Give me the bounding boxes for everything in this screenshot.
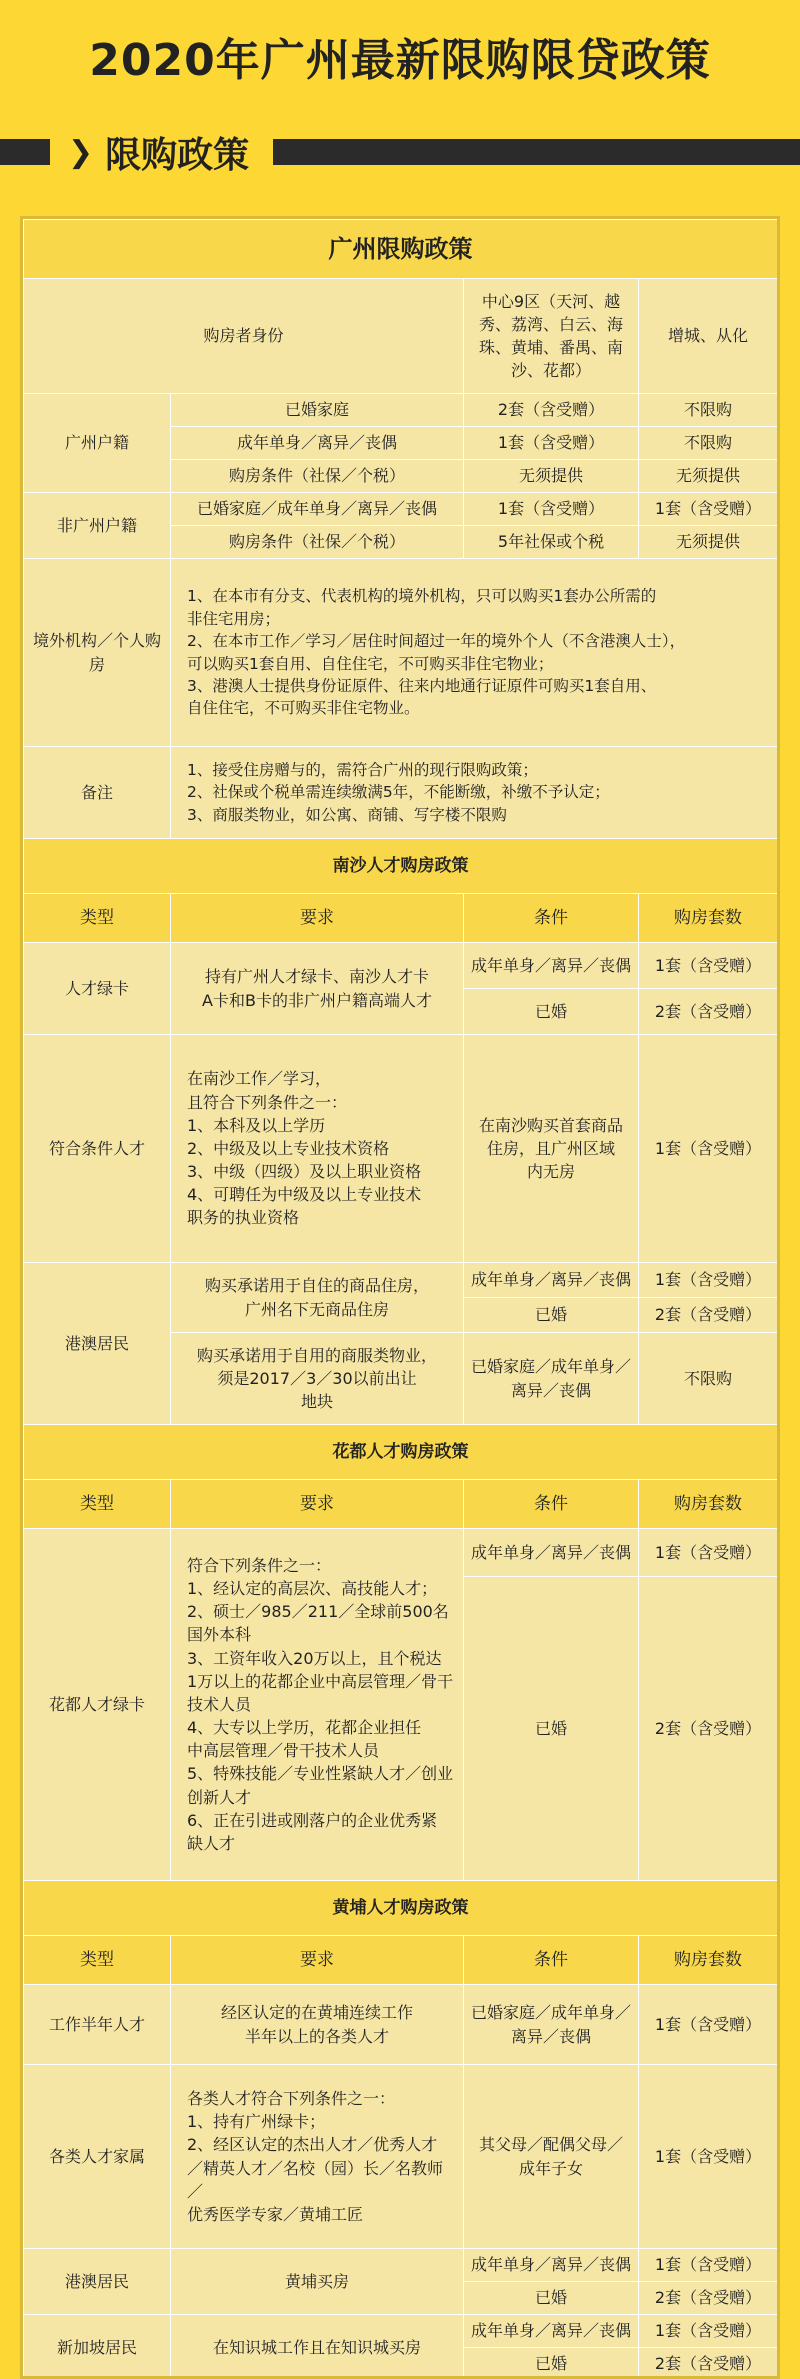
overseas-text — [171, 559, 778, 747]
table-cell: 2套（含受赠） — [639, 2282, 778, 2315]
header-req: 要求 — [171, 1480, 464, 1529]
table-cell: 不限购 — [639, 1333, 778, 1425]
table-cell: 1套（含受赠） — [639, 1529, 778, 1577]
table-cell: 无须提供 — [464, 460, 639, 493]
text-line: A卡和B卡的非广州户籍高端人才 — [202, 990, 432, 1010]
huangpu-sg: 新加坡居民 — [24, 2315, 171, 2379]
huangpu-family: 各类人才家属 — [24, 2065, 171, 2249]
text-line: 1、经认定的高层次、高技能人才； — [187, 1578, 438, 1598]
policy-table-panel — [20, 216, 780, 2379]
table-cell: 黄埔买房 — [171, 2249, 464, 2315]
table-cell: 购房条件（社保／个税） — [171, 460, 464, 493]
chevron-right-icon: ❯ — [68, 134, 94, 170]
huangpu-family-req — [171, 2065, 464, 2249]
nansha-qual-cond — [464, 1035, 639, 1263]
table-cell: 2套（含受赠） — [464, 394, 639, 427]
nansha-hkmo: 港澳居民 — [24, 1263, 171, 1425]
nansha-qual-req — [171, 1035, 464, 1263]
table-cell: 1套（含受赠） — [639, 2065, 778, 2249]
text-line: 2、经区认定的杰出人才／优秀人才 — [187, 2135, 438, 2155]
policy-table — [23, 219, 778, 2379]
header-cond: 条件 — [464, 1480, 639, 1529]
text-line: 创新人才 — [187, 1787, 252, 1807]
huangpu-half-year: 工作半年人才 — [24, 1985, 171, 2065]
huadu-req — [171, 1529, 464, 1881]
text-line: 各类人才符合下列条件之一： — [187, 2088, 396, 2108]
table-cell: 1套（含受赠） — [639, 1985, 778, 2065]
text-line: 离异／丧偶 — [510, 1380, 591, 1400]
table-cell: 1套（含受赠） — [639, 2315, 778, 2348]
text-line: 6、正在引进或刚落户的企业优秀紧 — [187, 1810, 438, 1830]
table-cell: 成年单身／离异／丧偶 — [464, 1263, 639, 1298]
text-line: ／精英人才／名校（园）长／名教师／ — [187, 2158, 444, 2201]
text-line: 4、可聘任为中级及以上专业技术 — [187, 1185, 422, 1205]
table-cell: 购房条件（社保／个税） — [171, 526, 464, 559]
table-cell: 1套（含受赠） — [639, 1035, 778, 1263]
nansha-hk-c3 — [464, 1333, 639, 1425]
header-req: 要求 — [171, 894, 464, 943]
text-line: 广州名下无商品住房 — [244, 1299, 389, 1319]
text-line: 内无房 — [526, 1162, 575, 1182]
text-line: 1万以上的花都企业中高层管理／骨干 — [187, 1671, 454, 1691]
nansha-hk-req1 — [171, 1263, 464, 1333]
text-line: 2、社保或个税单需连续缴满5年，不能断缴，补缴不予认定； — [187, 783, 610, 802]
nansha-green-req — [171, 943, 464, 1035]
header-count: 购房套数 — [639, 1480, 778, 1529]
text-line: 1、在本市有分支、代表机构的境外机构，只可以购买1套办公所需的 — [187, 587, 657, 606]
text-line: 购买承诺用于自用的商服类物业， — [196, 1345, 437, 1365]
text-line: 5、特殊技能／专业性紧缺人才／创业 — [187, 1764, 454, 1784]
text-line: 已婚家庭／成年单身／ — [470, 2003, 631, 2023]
table-cell: 成年单身／离异／丧偶 — [464, 943, 639, 989]
header-req: 要求 — [171, 1936, 464, 1985]
table-cell: 成年单身／离异／丧偶 — [464, 2315, 639, 2348]
table-cell: 已婚 — [464, 989, 639, 1035]
non-gz-label: 非广州户籍 — [24, 493, 171, 559]
text-line: 住房，且广州区域 — [486, 1138, 615, 1158]
table-cell: 成年单身／离异／丧偶 — [464, 2249, 639, 2282]
text-line: 3、商服类物业，如公寓、商铺、写字楼不限购 — [187, 805, 507, 824]
table-cell: 2套（含受赠） — [639, 1577, 778, 1881]
text-line: 缺人才 — [187, 1834, 236, 1854]
table-cell: 成年单身／离异／丧偶 — [464, 1529, 639, 1577]
text-line: 成年子女 — [518, 2158, 583, 2178]
notes-label: 备注 — [24, 747, 171, 839]
text-line: 国外本科 — [187, 1625, 252, 1645]
header-count: 购房套数 — [639, 894, 778, 943]
text-line: 非住宅用房； — [187, 609, 281, 628]
text-line: 4、大专以上学历，花都企业担任 — [187, 1718, 422, 1738]
header-type: 类型 — [24, 894, 171, 943]
table-cell: 已婚 — [464, 1298, 639, 1333]
table-cell: 2套（含受赠） — [639, 989, 778, 1035]
table-cell: 1套（含受赠） — [639, 943, 778, 989]
huangpu-title: 黄埔人才购房政策 — [24, 1881, 778, 1936]
col-center: 中心9区（天河、越秀、荔湾、白云、海珠、黄埔、番禺、南沙、花都） — [464, 279, 639, 394]
table-cell: 已婚家庭／成年单身／离异／丧偶 — [171, 493, 464, 526]
table-cell: 已婚 — [464, 2282, 639, 2315]
table-cell: 1套（含受赠） — [464, 427, 639, 460]
nansha-green-card: 人才绿卡 — [24, 943, 171, 1035]
huangpu-half-req — [171, 1985, 464, 2065]
overseas-label: 境外机构／个人购房 — [24, 559, 171, 747]
text-line: 3、工资年收入20万以上，且个税达 — [187, 1648, 442, 1668]
text-line: 3、港澳人士提供身份证原件、往来内地通行证原件可购买1套自用、 — [187, 676, 657, 695]
table-cell: 已婚 — [464, 2348, 639, 2379]
text-line: 购买承诺用于自住的商品住房， — [204, 1276, 429, 1296]
text-line: 半年以上的各类人才 — [244, 2026, 389, 2046]
page-title: 2020年广州最新限购限贷政策 — [89, 35, 711, 86]
text-line: 且符合下列条件之一： — [187, 1092, 348, 1112]
text-line: 1、本科及以上学历 — [187, 1115, 326, 1135]
text-line: 技术人员 — [187, 1694, 252, 1714]
table1-title: 广州限购政策 — [24, 220, 778, 279]
text-line: 在南沙购买首套商品 — [478, 1115, 623, 1135]
text-line: 职务的执业资格 — [187, 1208, 300, 1228]
text-line: 1、接受住房赠与的，需符合广州的现行限购政策； — [187, 760, 538, 779]
huadu-title: 花都人才购房政策 — [24, 1425, 778, 1480]
header-type: 类型 — [24, 1480, 171, 1529]
text-line: 符合下列条件之一： — [187, 1555, 332, 1575]
text-line: 在南沙工作／学习， — [187, 1069, 332, 1089]
table-cell: 2套（含受赠） — [639, 1298, 778, 1333]
text-line: 中高层管理／骨干技术人员 — [187, 1741, 380, 1761]
table-cell: 1套（含受赠） — [639, 2249, 778, 2282]
section-heading-bar — [0, 128, 800, 176]
gz-hukou-label: 广州户籍 — [24, 394, 171, 493]
table-cell: 成年单身／离异／丧偶 — [171, 427, 464, 460]
table-cell: 已婚家庭 — [171, 394, 464, 427]
nansha-qualified: 符合条件人才 — [24, 1035, 171, 1263]
header-type: 类型 — [24, 1936, 171, 1985]
text-line: 3、中级（四级）及以上职业资格 — [187, 1162, 422, 1182]
table-cell: 已婚 — [464, 1577, 639, 1881]
text-line: 可以购买1套自用、自住住宅，不可购买非住宅物业； — [187, 654, 554, 673]
huangpu-half-cond — [464, 1985, 639, 2065]
notes-text — [171, 747, 778, 839]
text-line: 地块 — [300, 1392, 333, 1412]
col-outer: 增城、从化 — [639, 279, 778, 394]
huangpu-family-cond — [464, 2065, 639, 2249]
table-cell: 在知识城工作且在知识城买房 — [171, 2315, 464, 2379]
header-cond: 条件 — [464, 894, 639, 943]
header-cond: 条件 — [464, 1936, 639, 1985]
text-line: 持有广州人才绿卡、南沙人才卡 — [204, 967, 429, 987]
text-line: 其父母／配偶父母／ — [478, 2135, 623, 2155]
text-line: 离异／丧偶 — [510, 2026, 591, 2046]
text-line: 优秀医学专家／黄埔工匠 — [187, 2204, 364, 2224]
text-line: 须是2017／3／30以前出让 — [217, 1368, 417, 1388]
header-count: 购房套数 — [639, 1936, 778, 1985]
text-line: 已婚家庭／成年单身／ — [470, 1357, 631, 1377]
col-identity: 购房者身份 — [24, 279, 464, 394]
huangpu-hkmo: 港澳居民 — [24, 2249, 171, 2315]
text-line: 自住住宅，不可购买非住宅物业。 — [187, 699, 420, 718]
table-cell: 5年社保或个税 — [464, 526, 639, 559]
table-cell: 不限购 — [639, 394, 778, 427]
text-line: 2、硕士／985／211／全球前500名 — [187, 1602, 449, 1622]
text-line: 1、持有广州绿卡； — [187, 2112, 326, 2132]
section-heading-text: 限购政策 — [105, 134, 250, 176]
table-cell: 1套（含受赠） — [639, 1263, 778, 1298]
nansha-title: 南沙人才购房政策 — [24, 839, 778, 894]
text-line: 2、在本市工作／学习／居住时间超过一年的境外个人（不含港澳人士）， — [187, 632, 686, 651]
text-line: 经区认定的在黄埔连续工作 — [220, 2003, 413, 2023]
table-cell: 无须提供 — [639, 526, 778, 559]
nansha-hk-req2 — [171, 1333, 464, 1425]
text-line: 2、中级及以上专业技术资格 — [187, 1138, 390, 1158]
table-cell: 1套（含受赠） — [464, 493, 639, 526]
table-cell: 2套（含受赠） — [639, 2348, 778, 2379]
section-heading — [50, 128, 273, 176]
table-cell: 1套（含受赠） — [639, 493, 778, 526]
table-cell: 不限购 — [639, 427, 778, 460]
table-cell: 无须提供 — [639, 460, 778, 493]
huadu-green-card: 花都人才绿卡 — [24, 1529, 171, 1881]
